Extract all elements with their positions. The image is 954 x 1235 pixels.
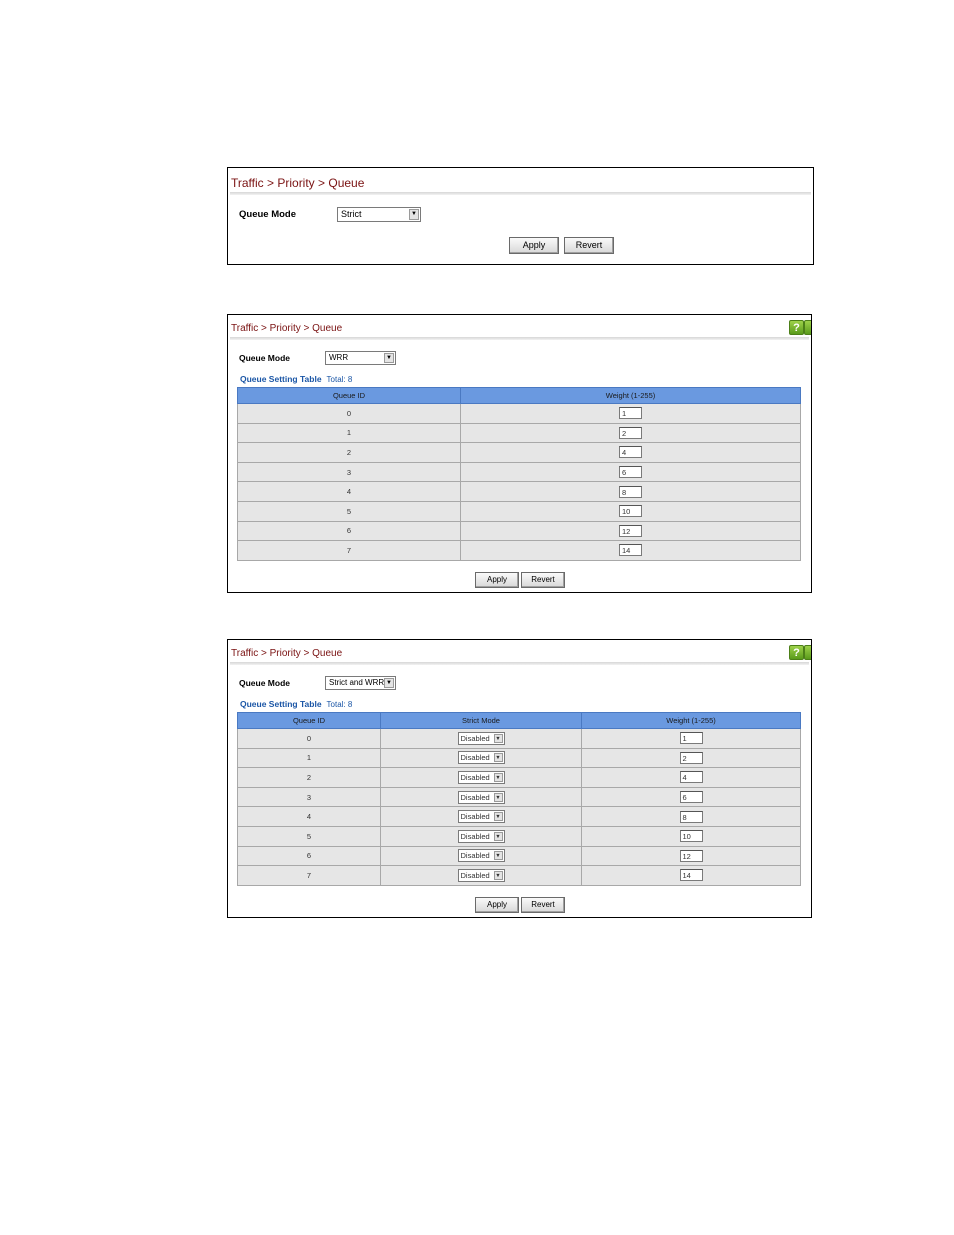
queue-mode-select[interactable] — [325, 676, 396, 690]
queue-id-cell: 1 — [238, 423, 461, 443]
weight-input[interactable]: 2 — [680, 752, 703, 764]
table-row — [238, 787, 801, 807]
weight-input[interactable]: 8 — [680, 811, 703, 823]
strict-mode-value: Disabled — [460, 870, 490, 880]
weight-cell — [461, 501, 801, 521]
weight-cell — [461, 521, 801, 541]
chevron-down-icon: ▼ — [495, 794, 501, 801]
header-divider — [230, 337, 809, 340]
weight-cell — [582, 748, 801, 768]
table-row — [238, 768, 801, 788]
column-header-queue-id: Queue ID — [238, 388, 461, 404]
column-header-weight: Weight (1-255) — [582, 713, 801, 729]
queue-mode-select[interactable] — [325, 351, 396, 365]
table-row — [238, 826, 801, 846]
table-row — [238, 846, 801, 866]
revert-button[interactable]: Revert — [521, 572, 565, 588]
chevron-down-icon: ▼ — [495, 833, 501, 840]
strict-mode-cell — [381, 768, 582, 788]
queue-id-cell: 0 — [238, 729, 381, 749]
strict-mode-value: Disabled — [460, 831, 490, 841]
weight-input[interactable]: 1 — [680, 732, 703, 744]
table-row — [238, 462, 801, 482]
weight-input[interactable]: 1 — [619, 407, 642, 419]
strict-mode-value: Disabled — [460, 772, 490, 782]
strict-mode-cell — [381, 787, 582, 807]
strict-mode-value: Disabled — [460, 753, 490, 763]
table-row — [238, 729, 801, 749]
weight-cell — [461, 443, 801, 463]
header-divider — [230, 662, 809, 665]
breadcrumb: Traffic > Priority > Queue — [231, 323, 343, 334]
weight-cell — [461, 482, 801, 502]
table-row — [238, 482, 801, 502]
weight-cell — [461, 423, 801, 443]
queue-id-cell: 0 — [238, 404, 461, 424]
weight-cell — [461, 462, 801, 482]
strict-mode-cell — [381, 807, 582, 827]
table-row — [238, 404, 801, 424]
queue-id-cell: 5 — [238, 826, 381, 846]
strict-mode-select[interactable] — [458, 830, 505, 843]
weight-cell — [461, 541, 801, 561]
header-divider — [230, 192, 811, 195]
table-total: Total: 8 — [326, 700, 353, 709]
table-row — [238, 807, 801, 827]
chevron-down-icon: ▼ — [495, 872, 501, 879]
weight-cell — [582, 807, 801, 827]
weight-input[interactable]: 12 — [619, 525, 642, 537]
weight-cell — [582, 846, 801, 866]
table-row — [238, 501, 801, 521]
strict-mode-select[interactable] — [458, 732, 505, 745]
table-row — [238, 748, 801, 768]
queue-id-cell: 4 — [238, 807, 381, 827]
weight-input[interactable]: 14 — [619, 544, 642, 556]
strict-mode-cell — [381, 866, 582, 886]
weight-cell — [582, 768, 801, 788]
strict-mode-select[interactable] — [458, 771, 505, 784]
weight-input[interactable]: 10 — [680, 830, 703, 842]
strict-mode-cell — [381, 729, 582, 749]
queue-id-cell: 7 — [238, 541, 461, 561]
strict-mode-cell — [381, 826, 582, 846]
queue-mode-label: Queue Mode — [239, 678, 291, 688]
weight-cell — [582, 826, 801, 846]
toolbar-icon[interactable] — [804, 645, 812, 660]
queue-mode-value: Strict — [341, 209, 362, 219]
chevron-down-icon: ▼ — [495, 853, 501, 860]
chevron-down-icon: ▼ — [495, 814, 501, 821]
queue-mode-value: Strict and WRR — [329, 678, 385, 687]
chevron-down-icon: ▼ — [495, 774, 501, 781]
strict-mode-select[interactable] — [458, 869, 505, 882]
revert-button[interactable]: Revert — [564, 237, 614, 254]
strict-mode-select[interactable] — [458, 810, 505, 823]
table-row — [238, 521, 801, 541]
help-icon[interactable]: ? — [789, 320, 804, 335]
table-row — [238, 866, 801, 886]
weight-input[interactable]: 8 — [619, 486, 642, 498]
weight-input[interactable]: 14 — [680, 869, 703, 881]
queue-setting-table — [237, 387, 801, 561]
breadcrumb: Traffic > Priority > Queue — [231, 648, 343, 659]
weight-cell — [461, 404, 801, 424]
toolbar-icon[interactable] — [804, 320, 812, 335]
queue-panel-strict-and-wrr — [227, 639, 812, 918]
chevron-down-icon: ▼ — [409, 209, 419, 220]
help-icon[interactable]: ? — [789, 645, 804, 660]
weight-input[interactable]: 4 — [680, 771, 703, 783]
queue-mode-label: Queue Mode — [239, 353, 291, 363]
weight-cell — [582, 787, 801, 807]
chevron-down-icon: ▼ — [384, 353, 394, 363]
queue-id-cell: 2 — [238, 768, 381, 788]
table-title-text: Queue Setting Table — [240, 374, 322, 384]
weight-input[interactable]: 6 — [619, 466, 642, 478]
chevron-down-icon: ▼ — [495, 755, 501, 762]
apply-button[interactable]: Apply — [475, 897, 519, 913]
queue-id-cell: 7 — [238, 866, 381, 886]
queue-id-cell: 4 — [238, 482, 461, 502]
strict-mode-select[interactable] — [458, 849, 505, 862]
queue-id-cell: 2 — [238, 443, 461, 463]
apply-button[interactable]: Apply — [475, 572, 519, 588]
weight-input[interactable]: 4 — [619, 446, 642, 458]
revert-button[interactable]: Revert — [521, 897, 565, 913]
queue-mode-select[interactable] — [337, 207, 421, 222]
apply-button[interactable]: Apply — [509, 237, 559, 254]
queue-id-cell: 6 — [238, 846, 381, 866]
chevron-down-icon: ▼ — [384, 678, 394, 688]
weight-cell — [582, 729, 801, 749]
queue-id-cell: 5 — [238, 501, 461, 521]
queue-id-cell: 3 — [238, 462, 461, 482]
breadcrumb: Traffic > Priority > Queue — [231, 176, 365, 190]
column-header-queue-id: Queue ID — [238, 713, 381, 729]
strict-mode-cell — [381, 748, 582, 768]
queue-mode-label: Queue Mode — [239, 209, 297, 220]
strict-mode-value: Disabled — [460, 812, 490, 822]
weight-cell — [582, 866, 801, 886]
table-title — [240, 699, 352, 709]
queue-mode-value: WRR — [329, 353, 349, 362]
queue-setting-table — [237, 712, 801, 886]
weight-input[interactable]: 2 — [619, 427, 642, 439]
chevron-down-icon: ▼ — [495, 735, 501, 742]
table-row — [238, 541, 801, 561]
column-header-weight: Weight (1-255) — [461, 388, 801, 404]
queue-id-cell: 1 — [238, 748, 381, 768]
strict-mode-select[interactable] — [458, 751, 505, 764]
queue-panel-wrr — [227, 314, 812, 593]
weight-input[interactable]: 12 — [680, 850, 703, 862]
table-total: Total: 8 — [326, 375, 353, 384]
strict-mode-value: Disabled — [460, 733, 490, 743]
weight-input[interactable]: 10 — [619, 505, 642, 517]
queue-id-cell: 6 — [238, 521, 461, 541]
queue-id-cell: 3 — [238, 787, 381, 807]
strict-mode-value: Disabled — [460, 851, 490, 861]
strict-mode-cell — [381, 846, 582, 866]
strict-mode-value: Disabled — [460, 792, 490, 802]
table-row — [238, 443, 801, 463]
table-title — [240, 374, 352, 384]
queue-panel-strict — [227, 167, 814, 265]
table-row — [238, 423, 801, 443]
column-header-strict-mode: Strict Mode — [381, 713, 582, 729]
table-title-text: Queue Setting Table — [240, 699, 322, 709]
weight-input[interactable]: 6 — [680, 791, 703, 803]
strict-mode-select[interactable] — [458, 791, 505, 804]
